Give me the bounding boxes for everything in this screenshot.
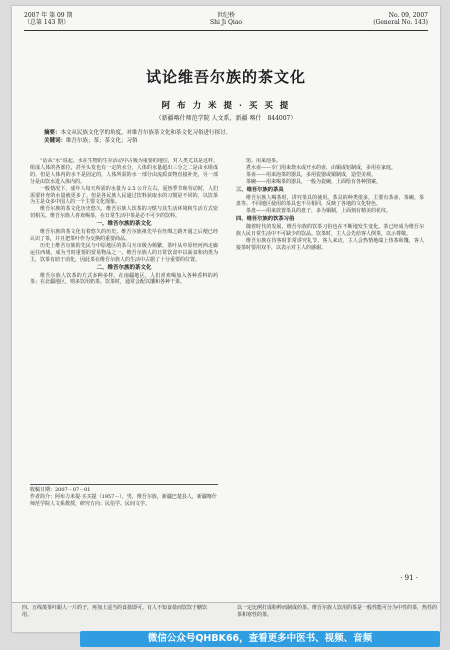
next-page-right-text: 以一定比例打成粉粹而制成的茶。维吾尔族人饮用的茶是一般性能可分为中性的茶，热性的茶和寒性的茶。 [237, 605, 438, 618]
author-bio: 作者简介：阿布力米提·买买提（1957－），男，维吾尔族，新疆巴楚县人，新疆喀什师范学院人文系教授，研究方向：民俗学、民间文学。 [30, 494, 217, 507]
paragraph: 一般情况下，成年人每天所需的水量为 2.5 公升左右。夏热季节和劳动时，人们需要补充的水量就更多了。但是各民族人民通过饮料获取水的习惯是不同的，以饮茶为主是众多中国人的一个主要文化现象。 [30, 185, 218, 206]
paragraph: 历史上维吾尔族的先民与中原地区的茶马互市极为频繁，茶叶从中原经河西走廊运往西域，成为当时重要的贸易物品之一。维吾尔族人的日常饮食中以面食和肉类为主，饮茶有助于消化，因此茶在维吾尔族人的生活中占据了十分重要的位置。 [30, 242, 218, 263]
paragraph: 茶盘——用来放置茶具的盘子，多为铜制，上面刻有精美的花纹。 [246, 208, 392, 215]
journal-page [12, 6, 440, 632]
next-page-strip [12, 602, 440, 632]
paragraph: 维吾尔族人饮茶的方式多种多样。在南疆地区，人们喜欢喝加入各种香料的药茶；在北疆地区，则多饮用奶茶。饮茶时，通常会配以馕和各种干果。 [30, 272, 218, 286]
abstract-block [44, 129, 408, 145]
page-number: · 91 · [400, 574, 418, 582]
header-issue-en: No. 09, 2007 (General No. 143) [373, 12, 428, 26]
paragraph: 维吾尔族在待客时非常讲究礼节，客人来访，主人会热情地端上热茶和馕，客人接茶时要用双手，以表示对主人的感谢。 [236, 237, 424, 251]
article-affiliation: （新疆喀什师范学院 人文系，新疆 喀什 844007） [155, 115, 297, 122]
right-column [236, 158, 424, 578]
paragraph: 馆。用来泡茶。 [246, 158, 282, 164]
section-heading: 三、维吾尔族的茶具 [236, 186, 284, 193]
abstract: 摘要：本文从民族文化学的角度，对维吾尔族茶文化和茶文化习俗进行探讨。 [44, 130, 232, 136]
header-journal-name: 世纪桥 Shi Ji Qiao [209, 12, 243, 26]
next-page-left-text: 四、五线蔑茶叶跟人一斤的子，再加上适当的食盐即可。有人不知食盐而饮饮于糖饮用。 [22, 605, 208, 618]
paragraph: 维吾尔族人喝茶时，讲究茶具的使用。茶具的种类很多，主要有茶壶、茶碗、茶盘等。不同地区使用的茶具也不尽相同，反映了各地的文化特色。 [236, 194, 424, 208]
left-column [30, 158, 218, 578]
section-heading: 二、维吾尔族的茶文化 [96, 264, 152, 271]
paragraph: 茶壶——用来泡茶的器具，多用瓷器或铜制成，造型美观。 [246, 171, 377, 178]
article-author: 阿 布 力 米 提 · 买 买 提 [161, 101, 291, 111]
footnote [30, 484, 218, 508]
paragraph: 维吾尔族的茶文化历史悠久，维吾尔族人饮茶的习惯与其生活环境和生活方式密切相关。维吾尔族人喜欢喝茶，在日常生活中茶是必不可少的饮料。 [30, 206, 218, 220]
section-heading: 一、维吾尔族的茶文化 [96, 221, 152, 228]
header-rule [24, 30, 428, 31]
paragraph: “话从“水”说起。水在生物的生存活动中占极为重要的地位，对人类尤其是这样。组成人体的各部位，甚至头发也有一定的水分，人体的水量超出三分之二是由水组成的。但是人体内的水不是固定的，人体所需的水一部分由流质食物直接补充，另一部分是由饮水进入体内的。 [30, 158, 218, 185]
received-date: 收稿日期：2007－07－01 [30, 487, 91, 493]
paragraph: 维吾尔族的茶文化有着悠久的历史。维吾尔族祖先早在丝绸之路开通之后便已经认识了茶，并且把茶叶作为交换的重要商品。 [30, 229, 218, 242]
paragraph: 煮水壶——专门用来烧水或开水的壶，由铜或铝制成，多用在家庭。 [246, 164, 397, 171]
body-columns [30, 158, 422, 578]
paragraph: 茶碗——用来喝茶的器具，一般为瓷碗，上面绘有各种图案。 [246, 178, 382, 185]
keywords: 关键词：维吾尔族；茶；茶文化；习俗 [44, 138, 138, 144]
watermark-banner: 微信公众号QHBK66，查看更多中医书、视频、音频 [80, 631, 440, 647]
article-title: 试论维吾尔族的茶文化 [145, 68, 306, 86]
section-heading: 四、维吾尔族的饮茶习俗 [236, 216, 295, 223]
header-issue: 2007 年 第 09 期 （总第 143 期） [24, 12, 73, 26]
paragraph: 随着时代的发展，维吾尔族的饮茶习俗也在不断地发生变化。茶已经成为维吾尔族人民日常生活中不可缺少的饮品。饮茶时，主人会先给客人倒茶，以示尊敬。 [236, 224, 424, 238]
running-header [24, 12, 428, 36]
